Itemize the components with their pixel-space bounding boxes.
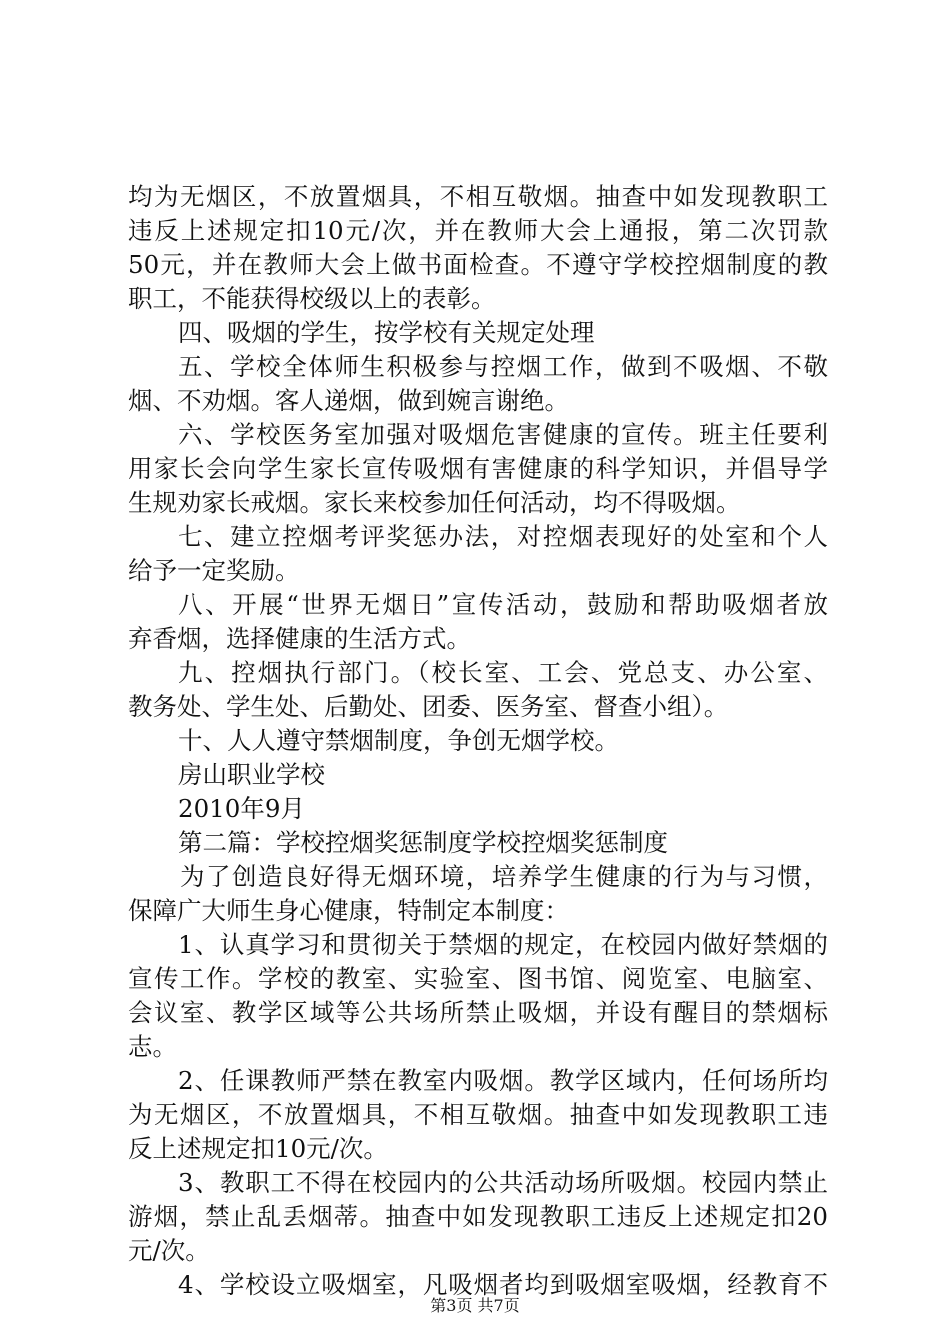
text-line: 给予一定奖励。: [128, 556, 300, 585]
text-line: 会议室、教学区域等公共场所禁止吸烟，并设有醒目的禁烟标: [128, 998, 828, 1027]
text-line: 元/次。: [128, 1236, 210, 1265]
text-line: 九、控烟执行部门。（校长室、工会、党总支、办公室、: [178, 658, 828, 687]
text-line: 均为无烟区，不放置烟具，不相互敬烟。抽查中如发现教职工: [128, 182, 828, 211]
text-line: 四、吸烟的学生，按学校有关规定处理: [178, 318, 595, 347]
text-line: 职工，不能获得校级以上的表彰。: [128, 284, 496, 313]
text-line: 用家长会向学生家长宣传吸烟有害健康的科学知识，并倡导学: [128, 454, 828, 483]
text-line: 教务处、学生处、后勤处、团委、医务室、督查小组）。: [128, 692, 729, 721]
text-line: 4、学校设立吸烟室，凡吸烟者均到吸烟室吸烟，经教育不: [178, 1270, 828, 1299]
school-name: 房山职业学校: [178, 760, 325, 789]
text-line: 弃香烟，选择健康的生活方式。: [128, 624, 471, 653]
text-line: 为了创造良好得无烟环境，培养学生健康的行为与习惯，: [180, 862, 828, 891]
text-line: 八、开展“世界无烟日”宣传活动，鼓励和帮助吸烟者放: [178, 590, 828, 619]
text-line: 为无烟区，不放置烟具，不相互敬烟。抽查中如发现教职工违: [128, 1100, 828, 1129]
text-line: 反上述规定扣10元/次。: [128, 1134, 388, 1163]
text-line: 宣传工作。学校的教室、实验室、图书馆、阅览室、电脑室、: [128, 964, 828, 993]
text-line: 保障广大师生身心健康，特制定本制度：: [128, 896, 569, 925]
text-line: 五、学校全体师生积极参与控烟工作，做到不吸烟、不敬: [178, 352, 828, 381]
text-line: 游烟，禁止乱丢烟蒂。抽查中如发现教职工违反上述规定扣20: [128, 1202, 828, 1231]
date-line: 2010年9月: [178, 794, 305, 823]
text-line: 志。: [128, 1032, 177, 1061]
text-line: 3、教职工不得在校园内的公共活动场所吸烟。校园内禁止: [178, 1168, 828, 1197]
text-line: 七、建立控烟考评奖惩办法，对控烟表现好的处室和个人: [178, 522, 828, 551]
text-line: 违反上述规定扣10元/次，并在教师大会上通报，第二次罚款: [128, 216, 828, 245]
text-line: 烟、不劝烟。客人递烟，做到婉言谢绝。: [128, 386, 569, 415]
text-line: 1、认真学习和贯彻关于禁烟的规定，在校园内做好禁烟的: [178, 930, 828, 959]
text-line: 六、学校医务室加强对吸烟危害健康的宣传。班主任要利: [178, 420, 828, 449]
text-line: 十、人人遵守禁烟制度，争创无烟学校。: [178, 726, 619, 755]
text-line: 50元，并在教师大会上做书面检查。不遵守学校控烟制度的教: [128, 250, 828, 279]
text-line: 生规劝家长戒烟。家长来校参加任何活动，均不得吸烟。: [128, 488, 741, 517]
page-footer: 第3页 共7页: [430, 1296, 520, 1315]
section-heading: 第二篇：学校控烟奖惩制度学校控烟奖惩制度: [178, 828, 668, 857]
text-line: 2、任课教师严禁在教室内吸烟。教学区域内，任何场所均: [178, 1066, 828, 1095]
